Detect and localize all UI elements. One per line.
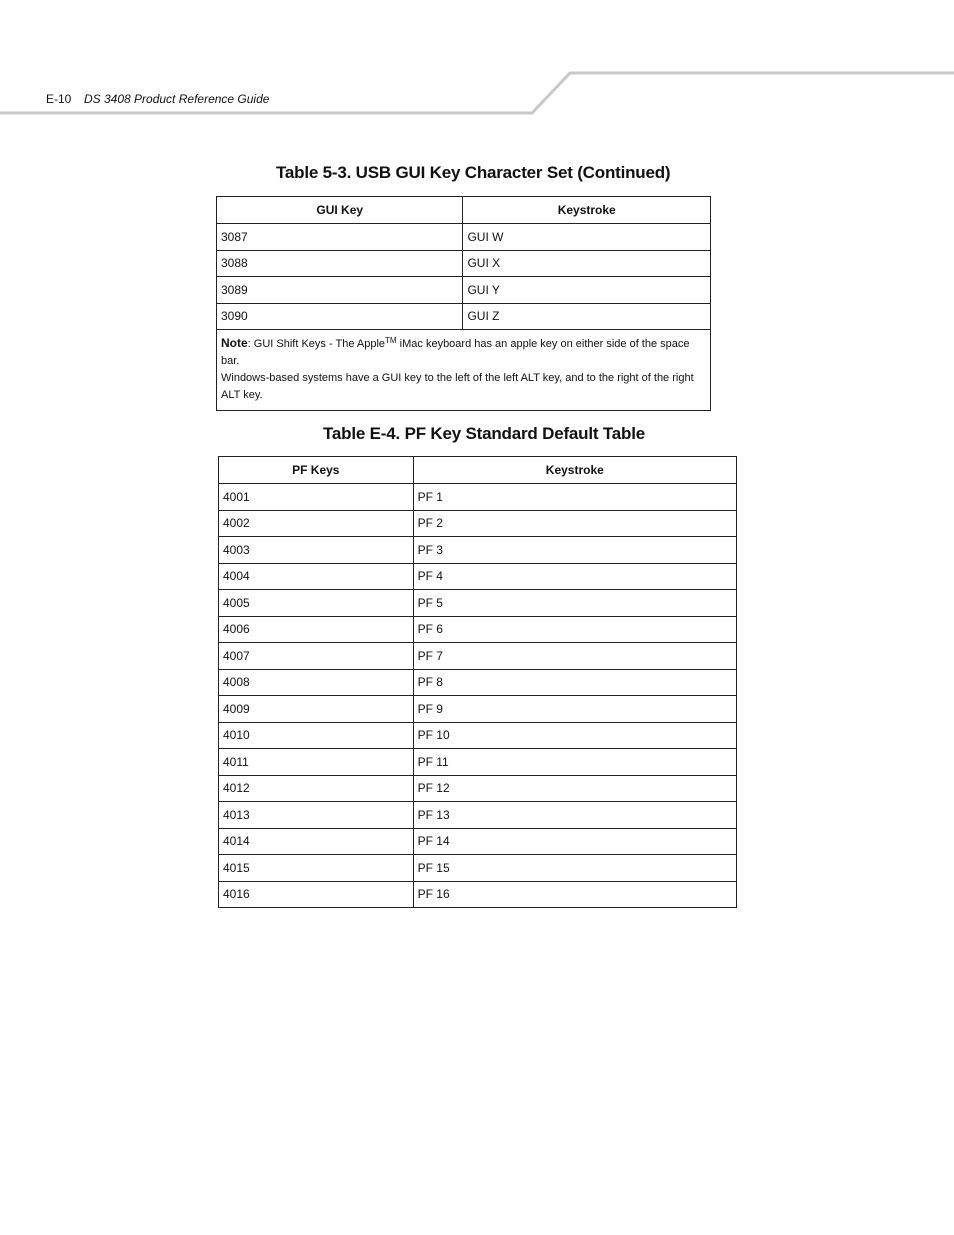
trademark-symbol: TM [385, 336, 397, 345]
table-cell: 4014 [219, 828, 414, 855]
table-cell: 4015 [219, 855, 414, 882]
table-cell: 4005 [219, 590, 414, 617]
table-cell: PF 16 [413, 881, 736, 908]
note-cell [217, 330, 711, 411]
table-cell: 4001 [219, 484, 414, 511]
gui-key-table [216, 196, 711, 411]
table-cell: PF 6 [413, 616, 736, 643]
table-row [219, 643, 737, 670]
table-cell: PF 14 [413, 828, 736, 855]
note-row [217, 330, 711, 411]
table-row [219, 696, 737, 723]
table-row [219, 616, 737, 643]
table-cell: 4002 [219, 510, 414, 537]
table-title: Table 5-3. USB GUI Key Character Set (Continued) [276, 163, 671, 182]
note-text: Windows-based systems have a GUI key to the left of the left ALT key, and to the right of the right ALT key. [221, 372, 694, 401]
table-row [217, 303, 711, 330]
table-row [219, 855, 737, 882]
table-cell: PF 15 [413, 855, 736, 882]
table-row [217, 250, 711, 277]
note-text: : GUI Shift Keys - The Apple [247, 338, 386, 350]
table-row [219, 563, 737, 590]
table-cell: PF 7 [413, 643, 736, 670]
table-cell: PF 12 [413, 775, 736, 802]
table-cell: GUI X [463, 250, 711, 277]
table-cell: 4010 [219, 722, 414, 749]
column-header: Keystroke [463, 197, 711, 224]
table-cell: 4009 [219, 696, 414, 723]
table-row [219, 749, 737, 776]
column-header: GUI Key [217, 197, 463, 224]
table-cell: GUI W [463, 224, 711, 251]
table-cell: PF 1 [413, 484, 736, 511]
table-cell: PF 4 [413, 563, 736, 590]
table-cell: PF 8 [413, 669, 736, 696]
table-cell: 3089 [217, 277, 463, 304]
table-cell: 4008 [219, 669, 414, 696]
table-cell: GUI Z [463, 303, 711, 330]
table-cell: 3090 [217, 303, 463, 330]
table-cell: 4016 [219, 881, 414, 908]
table-cell: 4007 [219, 643, 414, 670]
table-cell: PF 5 [413, 590, 736, 617]
table-cell: 4004 [219, 563, 414, 590]
table-row [219, 828, 737, 855]
table-row [219, 484, 737, 511]
table-cell: PF 3 [413, 537, 736, 564]
note-label: Note [221, 336, 248, 350]
table-row [217, 224, 711, 251]
table-cell: 4013 [219, 802, 414, 829]
table-row [219, 802, 737, 829]
table-cell: 4006 [219, 616, 414, 643]
table-row [219, 510, 737, 537]
table-cell: 4011 [219, 749, 414, 776]
table-header-row [219, 457, 737, 484]
guide-title: DS 3408 Product Reference Guide [84, 92, 270, 106]
note-text: iMac keyboard has an apple key on either side of the space bar. [221, 338, 690, 367]
column-header: PF Keys [219, 457, 414, 484]
table-cell: 4012 [219, 775, 414, 802]
table-row [219, 669, 737, 696]
table-cell: PF 9 [413, 696, 736, 723]
table-row [219, 590, 737, 617]
table-row [219, 881, 737, 908]
table-cell: PF 11 [413, 749, 736, 776]
table-title: Table E-4. PF Key Standard Default Table [323, 424, 645, 443]
table-row [219, 775, 737, 802]
page-number: E-10 [46, 92, 72, 106]
table-row [217, 277, 711, 304]
table-cell: 4003 [219, 537, 414, 564]
pf-key-table [218, 456, 737, 908]
table-cell: PF 2 [413, 510, 736, 537]
table-cell: 3088 [217, 250, 463, 277]
table-row [219, 722, 737, 749]
table-cell: PF 10 [413, 722, 736, 749]
table-cell: 3087 [217, 224, 463, 251]
table-cell: GUI Y [463, 277, 711, 304]
column-header: Keystroke [413, 457, 736, 484]
table-row [219, 537, 737, 564]
table-cell: PF 13 [413, 802, 736, 829]
table-header-row [217, 197, 711, 224]
